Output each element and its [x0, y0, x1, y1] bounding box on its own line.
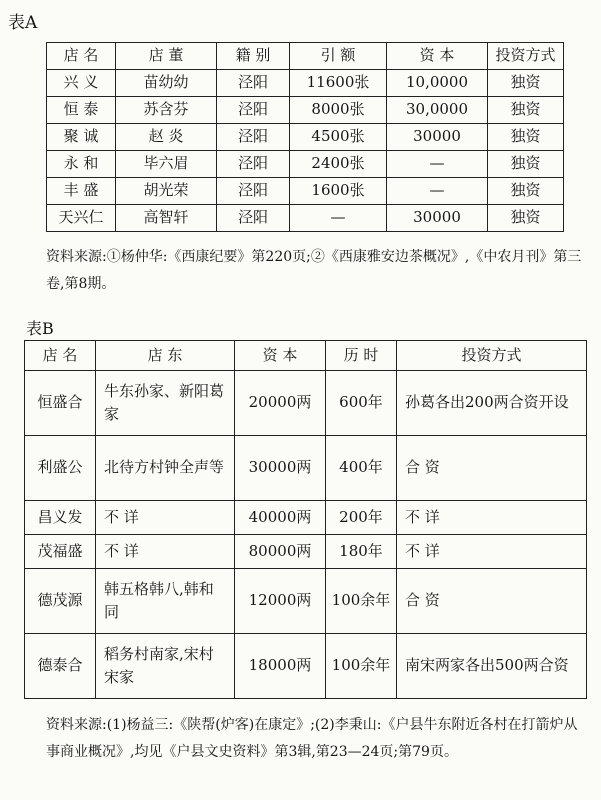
table-cell: 泾阳 — [217, 97, 290, 124]
header-cell: 店 名 — [47, 43, 116, 70]
table-cell: 胡光荣 — [116, 178, 217, 205]
table-header-row — [25, 341, 587, 371]
table-row — [47, 151, 564, 178]
table-cell: 牛东孙家、新阳葛家 — [96, 371, 235, 436]
table-b-source-note: 资料来源:(1)杨益三:《陕帮(炉客)在康定》;(2)李秉山:《户县牛东附近各村在打箭炉从事商业概况》,均见《户县文史资料》第3辑,第23—24页;第79页。 — [46, 717, 578, 760]
header-cell: 店 董 — [116, 43, 217, 70]
table-cell: 独资 — [488, 124, 564, 151]
table-cell: — — [387, 178, 488, 205]
table-cell: 400年 — [326, 436, 397, 501]
table-a-label: 表A — [8, 13, 38, 33]
table-header-row — [47, 43, 564, 70]
table-a — [46, 42, 564, 232]
header-cell: 资 本 — [387, 43, 488, 70]
table-row — [47, 70, 564, 97]
table-cell: 韩五格韩八,韩和同 — [96, 569, 235, 634]
table-cell: 稻务村南家,宋村宋家 — [96, 634, 235, 699]
table-cell: 高智轩 — [116, 205, 217, 232]
table-cell: 丰 盛 — [47, 178, 116, 205]
table-b-label: 表B — [26, 319, 54, 338]
table-cell: 11600张 — [290, 70, 387, 97]
table-cell: 12000两 — [235, 569, 326, 634]
table-cell: 600年 — [326, 371, 397, 436]
header-cell: 店 东 — [96, 341, 235, 371]
table-row — [25, 569, 587, 634]
table-cell: 40000两 — [235, 501, 326, 535]
table-cell: 合 资 — [397, 569, 587, 634]
table-cell: 孙葛各出200两合资开设 — [397, 371, 587, 436]
table-row — [47, 178, 564, 205]
table-row — [25, 535, 587, 569]
table-cell: 独资 — [488, 97, 564, 124]
table-cell: 100余年 — [326, 569, 397, 634]
table-row — [25, 501, 587, 535]
table-cell: 天兴仁 — [47, 205, 116, 232]
table-cell: 30000 — [387, 124, 488, 151]
table-cell: 合 资 — [397, 436, 587, 501]
table-cell: 泾阳 — [217, 70, 290, 97]
header-cell: 引 额 — [290, 43, 387, 70]
header-cell: 店 名 — [25, 341, 96, 371]
table-cell: 不 详 — [397, 501, 587, 535]
table-cell: 恒盛合 — [25, 371, 96, 436]
table-row — [47, 124, 564, 151]
table-cell: 独资 — [488, 70, 564, 97]
table-cell: 苗幼幼 — [116, 70, 217, 97]
header-cell: 籍 别 — [217, 43, 290, 70]
table-cell: 泾阳 — [217, 124, 290, 151]
table-cell: 100余年 — [326, 634, 397, 699]
table-row — [25, 436, 587, 501]
table-cell: — — [290, 205, 387, 232]
header-cell: 历 时 — [326, 341, 397, 371]
table-cell: 30000两 — [235, 436, 326, 501]
table-cell: 独资 — [488, 178, 564, 205]
table-cell: 独资 — [488, 151, 564, 178]
table-cell: 20000两 — [235, 371, 326, 436]
table-cell: 德茂源 — [25, 569, 96, 634]
table-cell: 不 详 — [397, 535, 587, 569]
table-cell: 不 详 — [96, 501, 235, 535]
table-cell: 利盛公 — [25, 436, 96, 501]
table-cell: 30000 — [387, 205, 488, 232]
table-b — [24, 340, 587, 699]
table-cell: 10,0000 — [387, 70, 488, 97]
header-cell: 投资方式 — [397, 341, 587, 371]
table-cell: 80000两 — [235, 535, 326, 569]
table-row — [25, 634, 587, 699]
table-cell: 泾阳 — [217, 205, 290, 232]
table-cell: 昌义发 — [25, 501, 96, 535]
table-row — [47, 97, 564, 124]
table-cell: 苏含芬 — [116, 97, 217, 124]
table-cell: 200年 — [326, 501, 397, 535]
table-cell: 18000两 — [235, 634, 326, 699]
table-cell: 德泰合 — [25, 634, 96, 699]
table-cell: 180年 — [326, 535, 397, 569]
table-cell: 泾阳 — [217, 178, 290, 205]
table-row — [25, 371, 587, 436]
table-cell: 聚 诚 — [47, 124, 116, 151]
table-cell: 毕六眉 — [116, 151, 217, 178]
table-cell: 北待方村钟全声等 — [96, 436, 235, 501]
table-cell: 恒 泰 — [47, 97, 116, 124]
table-cell: 茂福盛 — [25, 535, 96, 569]
table-row — [47, 205, 564, 232]
table-cell: 8000张 — [290, 97, 387, 124]
header-cell: 资 本 — [235, 341, 326, 371]
table-cell: 泾阳 — [217, 151, 290, 178]
table-cell: 南宋两家各出500两合资 — [397, 634, 587, 699]
table-cell: 永 和 — [47, 151, 116, 178]
table-cell: — — [387, 151, 488, 178]
table-cell: 兴 义 — [47, 70, 116, 97]
table-cell: 4500张 — [290, 124, 387, 151]
header-cell: 投资方式 — [488, 43, 564, 70]
table-a-source-note: 资料来源:①杨仲华:《西康纪要》第220页;②《西康雅安边茶概况》,《中农月刊》第三卷,第8期。 — [46, 249, 582, 292]
table-cell: 30,0000 — [387, 97, 488, 124]
table-cell: 独资 — [488, 205, 564, 232]
table-cell: 赵 炎 — [116, 124, 217, 151]
table-cell: 1600张 — [290, 178, 387, 205]
table-cell: 不 详 — [96, 535, 235, 569]
table-cell: 2400张 — [290, 151, 387, 178]
